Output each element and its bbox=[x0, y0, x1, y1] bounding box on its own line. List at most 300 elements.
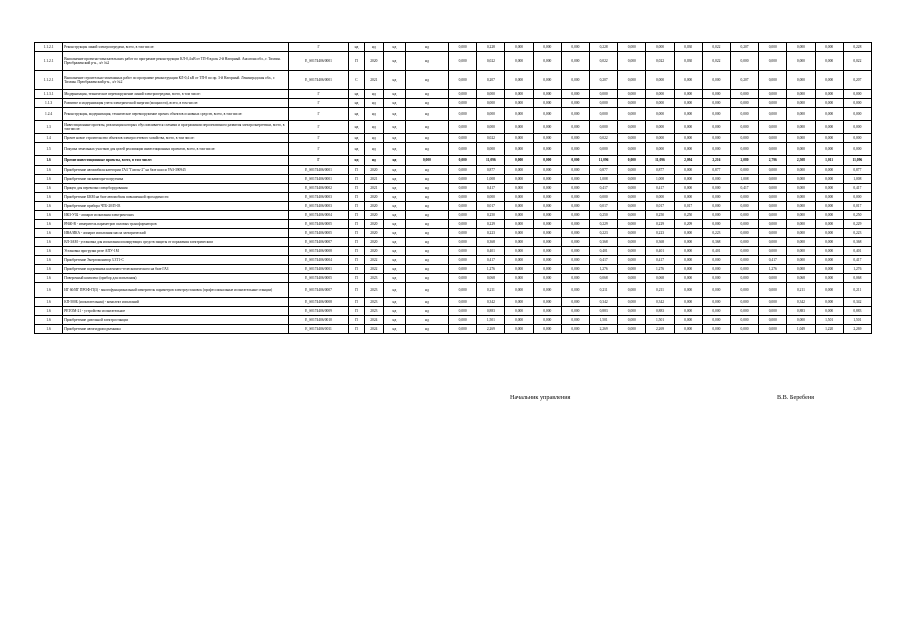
table-cell: 0,000 bbox=[618, 156, 646, 166]
table-cell: 0,000 bbox=[759, 121, 787, 134]
table-cell: 0,000 bbox=[759, 211, 787, 220]
row-code-cell: 1.6 bbox=[35, 220, 63, 229]
table-cell: 0,000 bbox=[730, 193, 758, 202]
table-cell: нд bbox=[405, 202, 448, 211]
table-cell: 0,000 bbox=[759, 108, 787, 121]
table-cell: 0,000 bbox=[449, 265, 477, 274]
row-title-cell: Приобретение экскаватора-погрузчика bbox=[63, 175, 289, 184]
table-cell: нд bbox=[405, 108, 448, 121]
table-cell: 0,000 bbox=[815, 90, 843, 99]
table-cell: 0,000 bbox=[787, 71, 815, 90]
table-cell: 1,501 bbox=[590, 316, 618, 325]
table-cell: 0,000 bbox=[449, 156, 477, 166]
table-cell: 0,000 bbox=[449, 211, 477, 220]
table-cell: 0,000 bbox=[561, 307, 589, 316]
table-cell: 0,000 bbox=[674, 298, 702, 307]
row-title-cell: Приобретение автогидроподъемника bbox=[63, 325, 289, 334]
table-cell: 0,000 bbox=[533, 52, 561, 71]
table-cell: 0,000 bbox=[533, 156, 561, 166]
table-cell: 0,000 bbox=[561, 121, 589, 134]
table-cell: 0,000 bbox=[787, 134, 815, 143]
table-cell: П bbox=[349, 274, 364, 283]
row-code-cell: 1.6 bbox=[35, 238, 63, 247]
table-cell: 0,000 bbox=[730, 274, 758, 283]
row-title-cell: Реконструкция линий электропередачи, всего, в том числе: bbox=[63, 43, 289, 52]
table-cell: нд bbox=[384, 184, 406, 193]
table-cell: 0,000 bbox=[477, 108, 505, 121]
table-cell: 0,883 bbox=[646, 307, 674, 316]
table-cell: 0,000 bbox=[590, 90, 618, 99]
table-cell: 0,000 bbox=[449, 108, 477, 121]
table-cell: 0,000 bbox=[505, 220, 533, 229]
table-cell: 0,000 bbox=[674, 274, 702, 283]
table-cell: 0,000 bbox=[815, 229, 843, 238]
table-cell: 0,000 bbox=[730, 108, 758, 121]
table-cell: 0,000 bbox=[533, 108, 561, 121]
table-cell: 0,000 bbox=[590, 121, 618, 134]
row-code-cell: 1.6 bbox=[35, 156, 63, 166]
row-title-cell: Прицеп для перевозки спецоборудования bbox=[63, 184, 289, 193]
table-cell: 0,000 bbox=[674, 256, 702, 265]
table-row bbox=[35, 220, 872, 229]
table-cell: 0,000 bbox=[759, 238, 787, 247]
table-cell: нд bbox=[405, 298, 448, 307]
table-row bbox=[35, 298, 872, 307]
table-cell: 2,216 bbox=[702, 156, 730, 166]
table-cell: нд bbox=[384, 274, 406, 283]
table-cell: П bbox=[349, 238, 364, 247]
table-cell: 0,000 bbox=[815, 175, 843, 184]
table-cell: 2022 bbox=[364, 265, 384, 274]
row-title-cell: Поверочный комплекс (прибор для испытания) bbox=[63, 274, 289, 283]
table-cell: нд bbox=[405, 184, 448, 193]
table-cell: 0,017 bbox=[477, 202, 505, 211]
table-cell: 0,000 bbox=[449, 307, 477, 316]
table-cell: 0,000 bbox=[674, 143, 702, 156]
table-cell: 2024 bbox=[364, 325, 384, 334]
table-cell: 2021 bbox=[364, 71, 384, 90]
table-cell: 0,000 bbox=[702, 325, 730, 334]
table-cell: 0,000 bbox=[730, 121, 758, 134]
table-cell: 0,000 bbox=[449, 71, 477, 90]
table-cell: 2021 bbox=[364, 184, 384, 193]
table-cell: 0,000 bbox=[618, 175, 646, 184]
table-cell: 0,401 bbox=[646, 247, 674, 256]
table-cell: нд bbox=[405, 99, 448, 108]
table-cell: 0,000 bbox=[730, 256, 758, 265]
table-cell: 0,342 bbox=[787, 298, 815, 307]
table-cell: 0,000 bbox=[561, 134, 589, 143]
table-cell: 0,000 bbox=[702, 298, 730, 307]
row-code-cell: 1.6 bbox=[35, 265, 63, 274]
table-cell: 0,368 bbox=[646, 238, 674, 247]
table-cell: 2021 bbox=[364, 175, 384, 184]
table-cell: 1,220 bbox=[815, 325, 843, 334]
table-cell: 2020 bbox=[364, 193, 384, 202]
table-cell: 0,883 bbox=[477, 307, 505, 316]
table-cell: 0,000 bbox=[815, 238, 843, 247]
table-cell: 0,207 bbox=[477, 71, 505, 90]
table-cell: нд bbox=[384, 52, 406, 71]
table-cell: 0,417 bbox=[646, 256, 674, 265]
table-cell: 0,000 bbox=[477, 193, 505, 202]
table-cell: 0,000 bbox=[730, 265, 758, 274]
table-cell: 0,000 bbox=[618, 90, 646, 99]
row-title-cell: Приобретение БКМ на базе автомобиля повышенной проходимости bbox=[63, 193, 289, 202]
table-cell: 0,229 bbox=[590, 220, 618, 229]
table-cell: 0,000 bbox=[561, 298, 589, 307]
table-cell: 0,000 bbox=[449, 52, 477, 71]
table-cell: 1,501 bbox=[646, 316, 674, 325]
table-cell: 0,000 bbox=[787, 229, 815, 238]
table-cell: 0,000 bbox=[815, 108, 843, 121]
table-cell: E_S0174406/0004 bbox=[288, 211, 349, 220]
table-cell: 0,207 bbox=[730, 43, 758, 52]
table-cell: 0,000 bbox=[618, 143, 646, 156]
table-cell: нд bbox=[384, 211, 406, 220]
table-cell: 0,000 bbox=[449, 43, 477, 52]
table-cell: 0,000 bbox=[787, 166, 815, 175]
table-cell: П bbox=[349, 175, 364, 184]
table-cell: 0,000 bbox=[759, 193, 787, 202]
table-cell: П bbox=[349, 298, 364, 307]
table-cell: 0,000 bbox=[674, 184, 702, 193]
table-cell: 0,000 bbox=[843, 134, 871, 143]
table-cell: 0,207 bbox=[730, 71, 758, 90]
table-cell: 0,000 bbox=[449, 134, 477, 143]
table-cell: 0,000 bbox=[815, 134, 843, 143]
table-cell: Г bbox=[288, 156, 349, 166]
table-cell: E_S0174406/0005 bbox=[288, 274, 349, 283]
table-row bbox=[35, 316, 872, 325]
table-cell: 1,501 bbox=[815, 316, 843, 325]
table-row bbox=[35, 134, 872, 143]
table-cell: 0,368 bbox=[843, 238, 871, 247]
table-cell: 0,228 bbox=[477, 43, 505, 52]
row-code-cell: 1.6 bbox=[35, 325, 63, 334]
table-cell: 0,000 bbox=[815, 265, 843, 274]
table-cell: 0,000 bbox=[618, 184, 646, 193]
table-cell: 0,000 bbox=[843, 108, 871, 121]
table-cell: 0,000 bbox=[561, 283, 589, 298]
table-cell: 2020 bbox=[364, 229, 384, 238]
table-cell: нд bbox=[384, 238, 406, 247]
table-cell: 0,068 bbox=[843, 274, 871, 283]
table-cell: 0,211 bbox=[787, 283, 815, 298]
table-cell: нд bbox=[405, 211, 448, 220]
table-cell: 0,000 bbox=[533, 143, 561, 156]
table-cell: 0,000 bbox=[815, 274, 843, 283]
table-cell: E_S0174406/0001 bbox=[288, 52, 349, 71]
table-cell: 0,000 bbox=[674, 238, 702, 247]
table-cell: 2024 bbox=[364, 316, 384, 325]
table-cell: 1,276 bbox=[477, 265, 505, 274]
table-row bbox=[35, 193, 872, 202]
table-cell: 0,000 bbox=[730, 238, 758, 247]
table-cell: 0,000 bbox=[730, 90, 758, 99]
table-cell: 0,000 bbox=[787, 43, 815, 52]
table-cell: 0,000 bbox=[505, 229, 533, 238]
table-cell: 1,008 bbox=[730, 175, 758, 184]
table-cell: 0,022 bbox=[477, 52, 505, 71]
table-cell: 2020 bbox=[364, 202, 384, 211]
table-row bbox=[35, 283, 872, 298]
table-row bbox=[35, 99, 872, 108]
table-cell: 0,022 bbox=[843, 52, 871, 71]
table-cell: нд bbox=[405, 71, 448, 90]
table-row bbox=[35, 307, 872, 316]
table-cell: 0,000 bbox=[702, 121, 730, 134]
table-cell: нд bbox=[349, 43, 364, 52]
table-cell: 0,000 bbox=[815, 143, 843, 156]
row-title-cell: Приобретение автомобиля категории ГАЗ "Газель-2" на базе шасси УАЗ-390945 bbox=[63, 166, 289, 175]
row-code-cell: 1.1.2.1 bbox=[35, 71, 63, 90]
table-cell: 0,000 bbox=[815, 283, 843, 298]
table-cell: 0,000 bbox=[759, 71, 787, 90]
table-cell: П bbox=[349, 316, 364, 325]
table-cell: 0,000 bbox=[759, 143, 787, 156]
table-row bbox=[35, 274, 872, 283]
table-cell: 0,017 bbox=[674, 202, 702, 211]
table-row bbox=[35, 229, 872, 238]
table-cell: E_S0174406/0002 bbox=[288, 184, 349, 193]
table-cell: 0,022 bbox=[590, 52, 618, 71]
table-cell: 0,000 bbox=[505, 238, 533, 247]
table-cell: нд bbox=[384, 108, 406, 121]
table-cell: 2,508 bbox=[787, 156, 815, 166]
table-cell: 0,000 bbox=[533, 238, 561, 247]
table-cell: E_S0174406/0003 bbox=[288, 193, 349, 202]
table-cell: 0,000 bbox=[618, 238, 646, 247]
table-cell: 0,000 bbox=[759, 175, 787, 184]
table-cell: 0,000 bbox=[702, 184, 730, 193]
table-cell: 0,368 bbox=[702, 238, 730, 247]
table-cell: 0,022 bbox=[702, 52, 730, 71]
table-cell: 0,000 bbox=[505, 283, 533, 298]
table-cell: E_S0174406/0007 bbox=[288, 283, 349, 298]
table-cell: 0,000 bbox=[815, 211, 843, 220]
table-cell: 0,401 bbox=[702, 247, 730, 256]
table-cell: нд bbox=[405, 143, 448, 156]
table-cell: 0,000 bbox=[561, 43, 589, 52]
table-cell: нд bbox=[405, 134, 448, 143]
table-cell: 0,000 bbox=[533, 121, 561, 134]
table-cell: П bbox=[349, 211, 364, 220]
table-cell: 1,008 bbox=[843, 175, 871, 184]
table-row bbox=[35, 175, 872, 184]
row-title-cell: Выполнение проектно-изыскательских работ по программе реконструкции КЛ-0,4 кВ от ТП-8 вдоль 2-й Нагорный. Ансагона обл., г. Тихвин. Преображенский р-н., л/г №2 bbox=[63, 52, 289, 71]
table-cell: 0,000 bbox=[618, 166, 646, 175]
table-cell: 0,000 bbox=[646, 43, 674, 52]
table-cell: 0,000 bbox=[702, 90, 730, 99]
row-code-cell: 1.6 bbox=[35, 298, 63, 307]
table-cell: 0,000 bbox=[674, 90, 702, 99]
table-cell: 0,000 bbox=[561, 316, 589, 325]
table-cell: 0,000 bbox=[477, 90, 505, 99]
table-cell: 0,000 bbox=[787, 220, 815, 229]
table-cell: 0,342 bbox=[590, 298, 618, 307]
table-cell: 0,000 bbox=[561, 247, 589, 256]
table-cell: нд bbox=[405, 43, 448, 52]
table-cell: E_S0174406/0003 bbox=[288, 202, 349, 211]
table-cell: 0,401 bbox=[590, 247, 618, 256]
table-cell: 0,223 bbox=[646, 229, 674, 238]
table-cell: 0,000 bbox=[449, 121, 477, 134]
table-cell: 0,000 bbox=[787, 265, 815, 274]
table-cell: 0,000 bbox=[730, 229, 758, 238]
row-title-cell: Покупка земельных участков для целей реализации инвестиционных проектов, всего, в том числе: bbox=[63, 143, 289, 156]
table-cell: 2022 bbox=[364, 256, 384, 265]
table-cell: нд bbox=[384, 143, 406, 156]
row-code-cell: 1.1.3.1 bbox=[35, 90, 63, 99]
table-cell: 0,000 bbox=[730, 99, 758, 108]
table-cell: 0,017 bbox=[590, 202, 618, 211]
investment-table bbox=[34, 42, 872, 334]
table-cell: 0,877 bbox=[590, 166, 618, 175]
table-cell: 2,269 bbox=[843, 325, 871, 334]
table-cell: 0,000 bbox=[730, 220, 758, 229]
table-cell: 0,000 bbox=[505, 175, 533, 184]
table-cell: П bbox=[349, 307, 364, 316]
table-cell: нд bbox=[405, 220, 448, 229]
table-cell: 1,008 bbox=[646, 175, 674, 184]
table-cell: 0,000 bbox=[449, 325, 477, 334]
table-cell: 2,269 bbox=[646, 325, 674, 334]
table-cell: 0,000 bbox=[533, 71, 561, 90]
table-cell: 0,000 bbox=[787, 184, 815, 193]
table-cell: 0,000 bbox=[505, 307, 533, 316]
table-cell: 0,017 bbox=[646, 202, 674, 211]
table-cell: 0,000 bbox=[815, 307, 843, 316]
table-cell: E_S0174406/0011 bbox=[288, 325, 349, 334]
table-cell: 0,228 bbox=[590, 43, 618, 52]
table-cell: 0,000 bbox=[505, 43, 533, 52]
table-cell: 0,000 bbox=[533, 229, 561, 238]
table-cell: 0,000 bbox=[505, 71, 533, 90]
table-cell: 0,000 bbox=[674, 99, 702, 108]
table-cell: нд bbox=[405, 265, 448, 274]
table-cell: 0,000 bbox=[533, 43, 561, 52]
table-cell: 0,000 bbox=[618, 193, 646, 202]
table-cell: 0,000 bbox=[759, 52, 787, 71]
table-cell: 0,000 bbox=[618, 247, 646, 256]
table-cell: 0,000 bbox=[759, 325, 787, 334]
table-cell: нд bbox=[405, 325, 448, 334]
table-cell: нд bbox=[349, 156, 364, 166]
table-cell: 0,030 bbox=[674, 43, 702, 52]
table-cell: 0,000 bbox=[787, 175, 815, 184]
table-cell: нд bbox=[405, 193, 448, 202]
table-row bbox=[35, 71, 872, 90]
table-cell: Г bbox=[288, 43, 349, 52]
row-title-cell: ИВА/ИКА - аппарат испытания масла электрический bbox=[63, 229, 289, 238]
table-cell: 0,000 bbox=[561, 99, 589, 108]
table-cell: 0,000 bbox=[561, 175, 589, 184]
table-cell: 0,000 bbox=[702, 108, 730, 121]
table-cell: нд bbox=[384, 99, 406, 108]
signature-role: Начальник управления bbox=[510, 394, 571, 401]
table-cell: П bbox=[349, 256, 364, 265]
table-cell: П bbox=[349, 220, 364, 229]
table-cell: 0,000 bbox=[561, 71, 589, 90]
table-cell: 0,000 bbox=[646, 90, 674, 99]
table-row bbox=[35, 90, 872, 99]
row-code-cell: 1.6 bbox=[35, 307, 63, 316]
table-cell: нд bbox=[349, 90, 364, 99]
table-cell: 0,000 bbox=[730, 211, 758, 220]
table-cell: 0,000 bbox=[561, 184, 589, 193]
table-row bbox=[35, 247, 872, 256]
table-cell: 0,000 bbox=[759, 283, 787, 298]
table-cell: 0,000 bbox=[815, 202, 843, 211]
table-cell: Г bbox=[288, 90, 349, 99]
row-title-cell: РЕТОМ-21 - устройство испытательное bbox=[63, 307, 289, 316]
table-cell: 0,000 bbox=[449, 202, 477, 211]
table-cell: 0,207 bbox=[843, 71, 871, 90]
table-row bbox=[35, 184, 872, 193]
table-cell: 0,000 bbox=[815, 52, 843, 71]
row-title-cell: Развитие и модернизация учета электрической энергии (мощности), всего, в том числе: bbox=[63, 99, 289, 108]
table-cell: 0,000 bbox=[505, 99, 533, 108]
row-title-cell: КП-500Б (испытательная) - комплект испытаний bbox=[63, 298, 289, 307]
table-cell: 0,000 bbox=[449, 238, 477, 247]
table-cell: 0,000 bbox=[618, 202, 646, 211]
table-cell: 0,000 bbox=[561, 274, 589, 283]
table-cell: 0,877 bbox=[702, 166, 730, 175]
table-cell: 0,000 bbox=[533, 202, 561, 211]
table-cell: 0,000 bbox=[730, 202, 758, 211]
table-cell: 0,000 bbox=[618, 307, 646, 316]
row-code-cell: 1.6 bbox=[35, 175, 63, 184]
table-cell: нд bbox=[364, 143, 384, 156]
table-row bbox=[35, 121, 872, 134]
table-row bbox=[35, 211, 872, 220]
table-cell: нд bbox=[405, 238, 448, 247]
table-cell: 0,000 bbox=[646, 143, 674, 156]
table-cell: 0,000 bbox=[505, 211, 533, 220]
table-row bbox=[35, 52, 872, 71]
table-cell: нд bbox=[384, 220, 406, 229]
table-cell: 0,000 bbox=[533, 99, 561, 108]
table-cell: 0,000 bbox=[533, 265, 561, 274]
table-cell: П bbox=[349, 265, 364, 274]
table-cell: 0,000 bbox=[449, 220, 477, 229]
table-cell: E_S0174406/0001 bbox=[288, 265, 349, 274]
table-cell: 1,276 bbox=[646, 265, 674, 274]
table-cell: 2023 bbox=[364, 274, 384, 283]
row-code-cell: 1.6 bbox=[35, 256, 63, 265]
table-cell: 0,877 bbox=[843, 166, 871, 175]
table-cell: 1,276 bbox=[843, 265, 871, 274]
table-cell: 0,000 bbox=[815, 298, 843, 307]
table-cell: 0,000 bbox=[759, 90, 787, 99]
table-cell: 0,401 bbox=[477, 247, 505, 256]
table-cell: 0,000 bbox=[449, 229, 477, 238]
table-cell: 0,000 bbox=[449, 175, 477, 184]
table-cell: 0,000 bbox=[702, 220, 730, 229]
table-cell: Г bbox=[288, 134, 349, 143]
table-cell: 0,000 bbox=[702, 265, 730, 274]
table-cell: 2,796 bbox=[759, 156, 787, 166]
table-cell: 0,223 bbox=[843, 229, 871, 238]
table-cell: П bbox=[349, 202, 364, 211]
table-cell: 0,000 bbox=[618, 134, 646, 143]
table-cell: нд bbox=[384, 229, 406, 238]
table-cell: 0,000 bbox=[618, 256, 646, 265]
table-cell: 0,000 bbox=[533, 247, 561, 256]
table-cell: 0,000 bbox=[505, 52, 533, 71]
row-code-cell: 1.6 bbox=[35, 229, 63, 238]
